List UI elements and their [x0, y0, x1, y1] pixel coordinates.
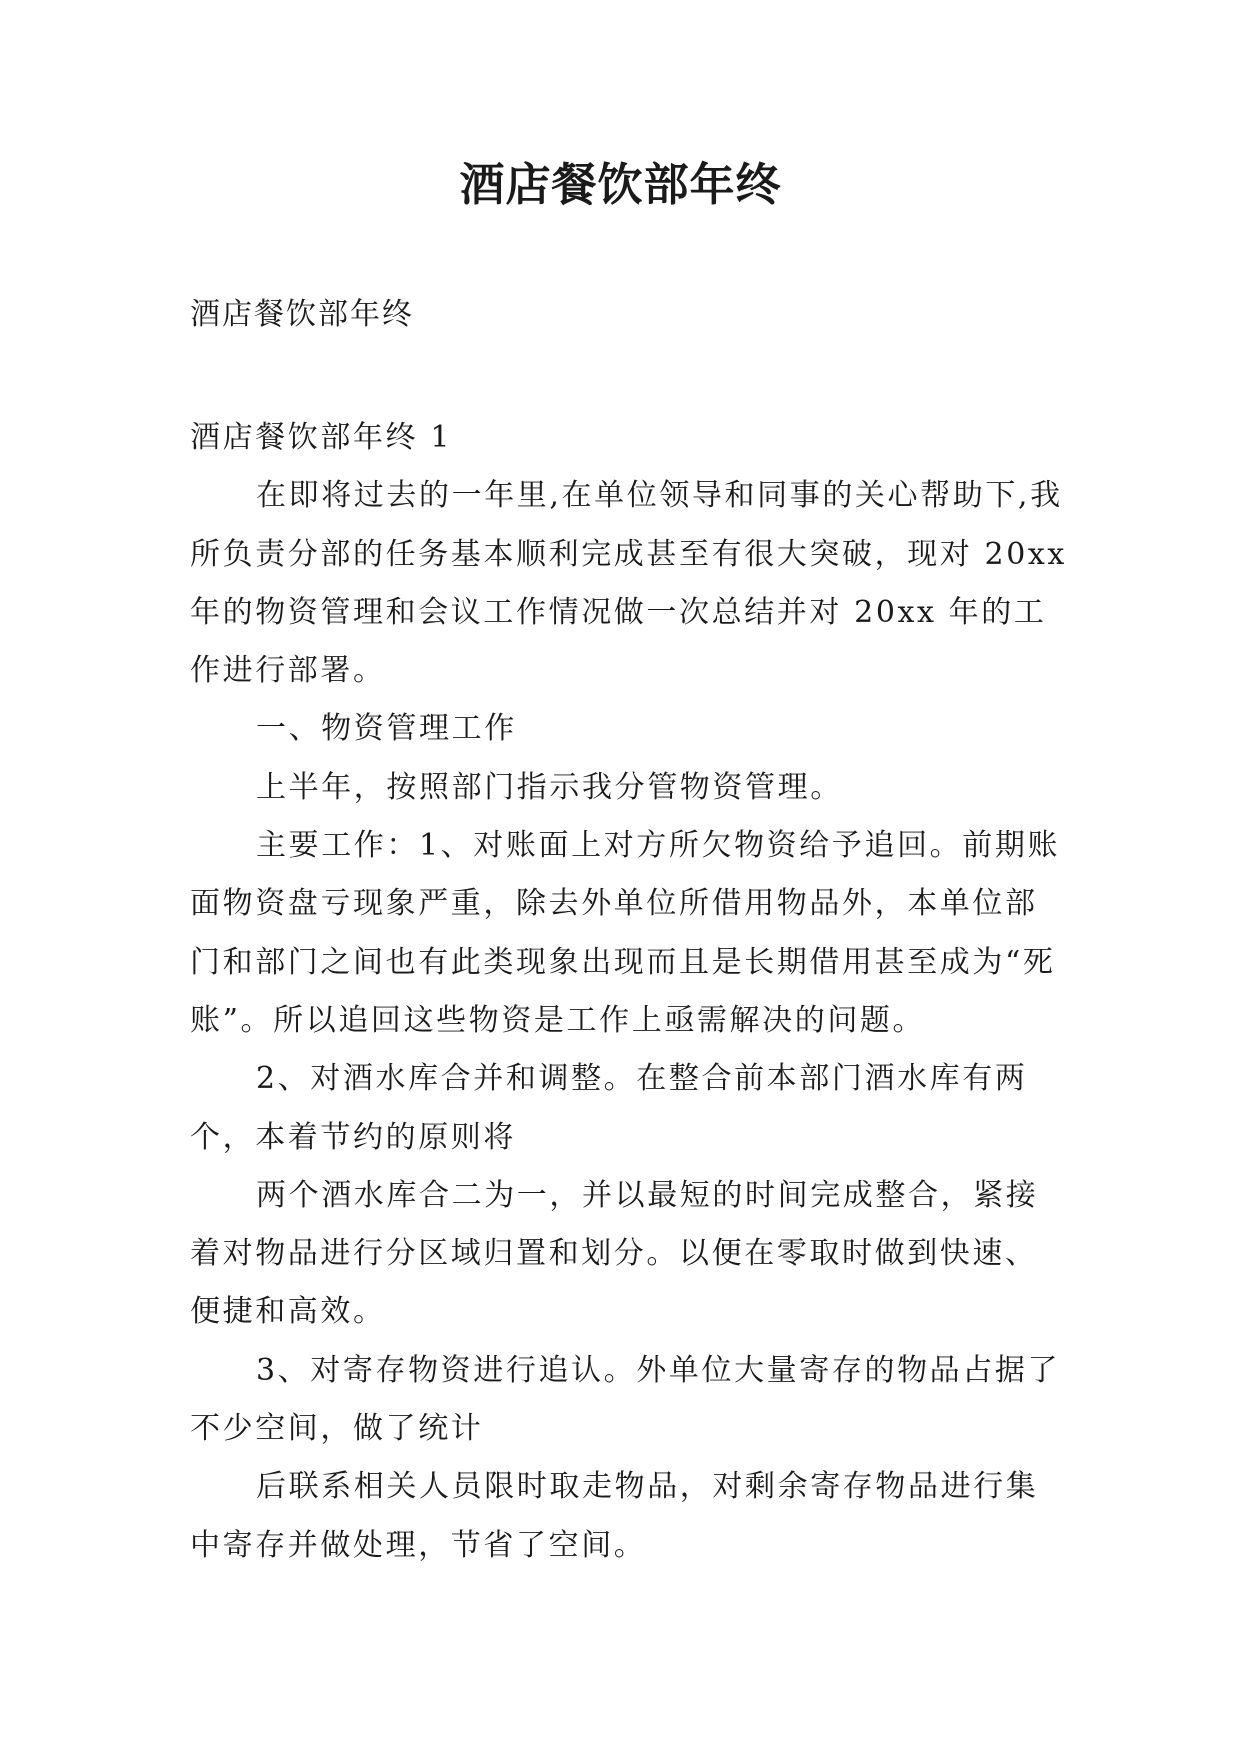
paragraph-wine-store-merge: 两个酒水库合二为一，并以最短的时间完成整合，紧接着对物品进行分区域归置和划分。以便在零取时做到快速、便捷和高效。 — [190, 1177, 1039, 1330]
paragraph-intro: 在即将过去的一年里,在单位领导和同事的关心帮助下,我所负责分部的任务基本顺利完成甚至有很大突破，现对 20xx 年的物资管理和会议工作情况做一次总结并对 20xx 年的工作进行部署。 — [190, 478, 1067, 689]
paragraph-first-half: 上半年，按照部门指示我分管物资管理。 — [256, 769, 843, 805]
section-title: 酒店餐饮部年终 1 — [190, 420, 453, 455]
document-title: 酒店餐饮部年终 — [459, 158, 782, 211]
paragraph-wine-store: 2、对酒水库合并和调整。在整合前本部门酒水库有两个，本着节约的原则将 — [190, 1061, 1028, 1155]
heading-materials-management: 一、物资管理工作 — [256, 711, 517, 747]
document-body — [190, 409, 1070, 1575]
paragraph-deposit: 3、对寄存物资进行追认。外单位大量寄存的物品占据了不少空间，做了统计 — [190, 1352, 1061, 1447]
document-subtitle: 酒店餐饮部年终 — [190, 297, 414, 332]
paragraph-main-work: 主要工作：1、对账面上对方所欠物资给予追回。前期账面物资盘亏现象严重，除去外单位所借用物品外，本单位部门和部门之间也有此类现象出现而且是长期借用甚至成为“死账”。所以追回这些物资是工作上亟需解决的问题。 — [190, 828, 1061, 1038]
paragraph-deposit-handling: 后联系相关人员限时取走物品，对剩余寄存物品进行集中寄存并做处理，节省了空间。 — [190, 1469, 1039, 1563]
